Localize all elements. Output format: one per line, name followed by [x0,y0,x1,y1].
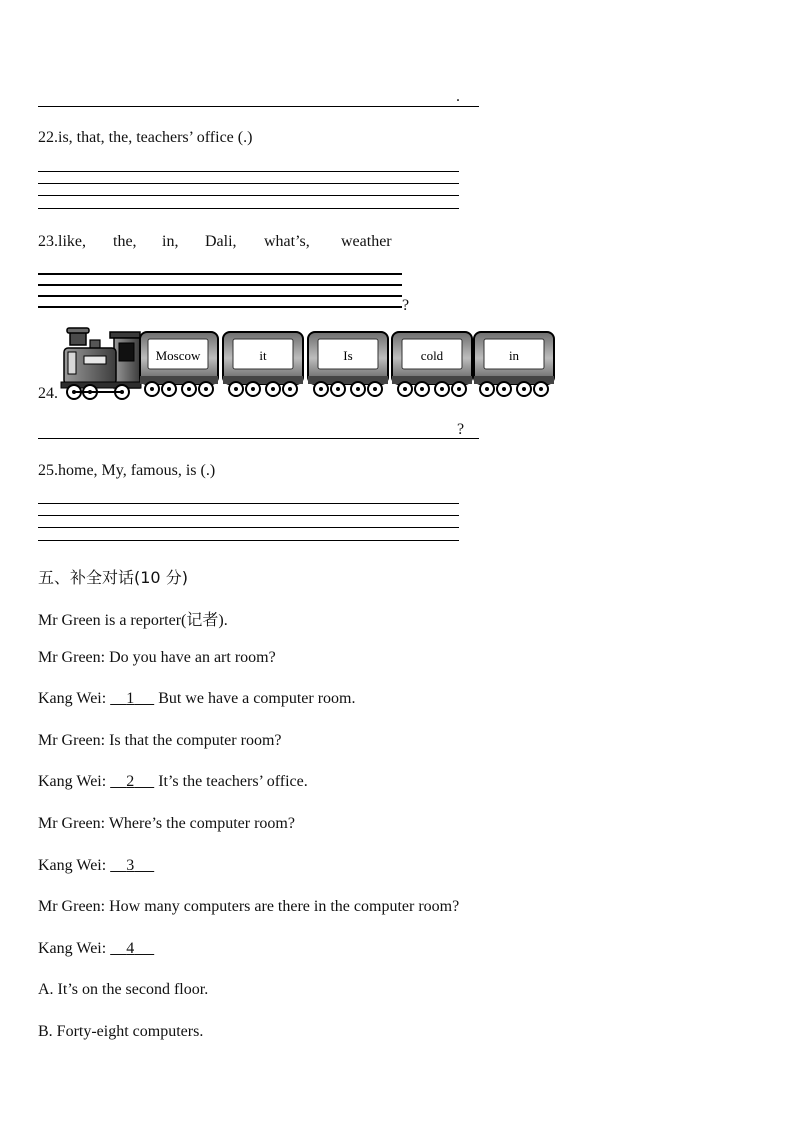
answer-blank[interactable]: 3 [126,857,135,874]
utterance: It’s the teachers’ office. [158,773,308,790]
speaker: Mr Green: [38,732,106,749]
speaker: Kang Wei: [38,773,107,790]
train-word: Is [343,348,353,363]
word: what’s, [264,233,310,250]
answer-line[interactable] [38,183,459,184]
answer-line[interactable] [38,295,402,297]
train-car [308,332,388,396]
train-illustration [58,326,558,402]
answer-blank[interactable]: 4 [126,940,135,957]
question-24-number: 24. [38,385,58,402]
utterance: Where’s the computer room? [108,815,295,832]
speaker: Mr Green: [38,649,106,666]
answer-line[interactable] [38,208,459,209]
dialogue-line [38,815,295,833]
dialogue-intro: Mr Green is a reporter(记者). [38,612,228,629]
question-number: 23. [38,233,58,250]
speaker: Kang Wei: [38,857,107,874]
speaker: Kang Wei: [38,690,107,707]
train-word: Moscow [155,348,201,363]
answer-blank[interactable]: 2 [126,773,135,790]
option-a: A. It’s on the second floor. [38,981,209,998]
utterance: But we have a computer room. [158,690,356,707]
train-car [392,332,472,396]
question-text: is, that, the, teachers’ office (.) [58,129,253,146]
train-word: cold [420,348,444,363]
word: in, [162,233,179,250]
dialogue-line [38,898,459,916]
dialogue-line [38,773,308,791]
answer-line[interactable] [38,195,459,196]
answer-line[interactable] [38,306,402,308]
utterance: Is that the computer room? [109,732,282,749]
answer-blank[interactable]: 1 [126,690,135,707]
question-number: 22. [38,129,58,146]
q21-end-mark: . [456,88,460,105]
train-car [223,332,303,396]
question-number: 25. [38,462,58,479]
question-23 [38,233,392,251]
word: Dali, [205,233,237,250]
answer-line[interactable] [38,273,402,275]
answer-line-q24[interactable] [38,438,479,439]
train-car [140,332,218,396]
train-word: in [508,348,520,363]
locomotive-icon [61,328,141,399]
dialogue-line [38,857,154,875]
option-b: B. Forty-eight computers. [38,1023,204,1040]
q24-end-mark: ? [457,421,465,438]
train-word: it [259,348,267,363]
train-car [474,332,554,396]
word: like, [58,233,86,250]
dialogue-line [38,690,355,708]
answer-line[interactable] [38,540,459,541]
answer-line[interactable] [38,171,459,172]
utterance: How many computers are there in the computer room? [109,898,460,915]
answer-line[interactable] [38,515,459,516]
answer-line[interactable] [38,527,459,528]
question-25 [38,462,215,480]
dialogue-line [38,940,154,958]
word: weather [341,233,392,250]
utterance: Do you have an art room? [109,649,276,666]
answer-line[interactable] [38,503,459,504]
dialogue-line [38,732,281,750]
word: the, [113,233,137,250]
speaker: Mr Green: [38,898,106,915]
answer-line[interactable] [38,284,402,286]
answer-line-q21[interactable] [38,106,479,107]
question-text: home, My, famous, is (.) [58,462,216,479]
section-heading: 五、补全对话(10 分) [38,568,188,587]
question-22 [38,129,252,147]
speaker: Kang Wei: [38,940,107,957]
q23-end-mark: ? [402,297,410,314]
dialogue-line [38,649,276,667]
speaker: Mr Green: [38,815,106,832]
